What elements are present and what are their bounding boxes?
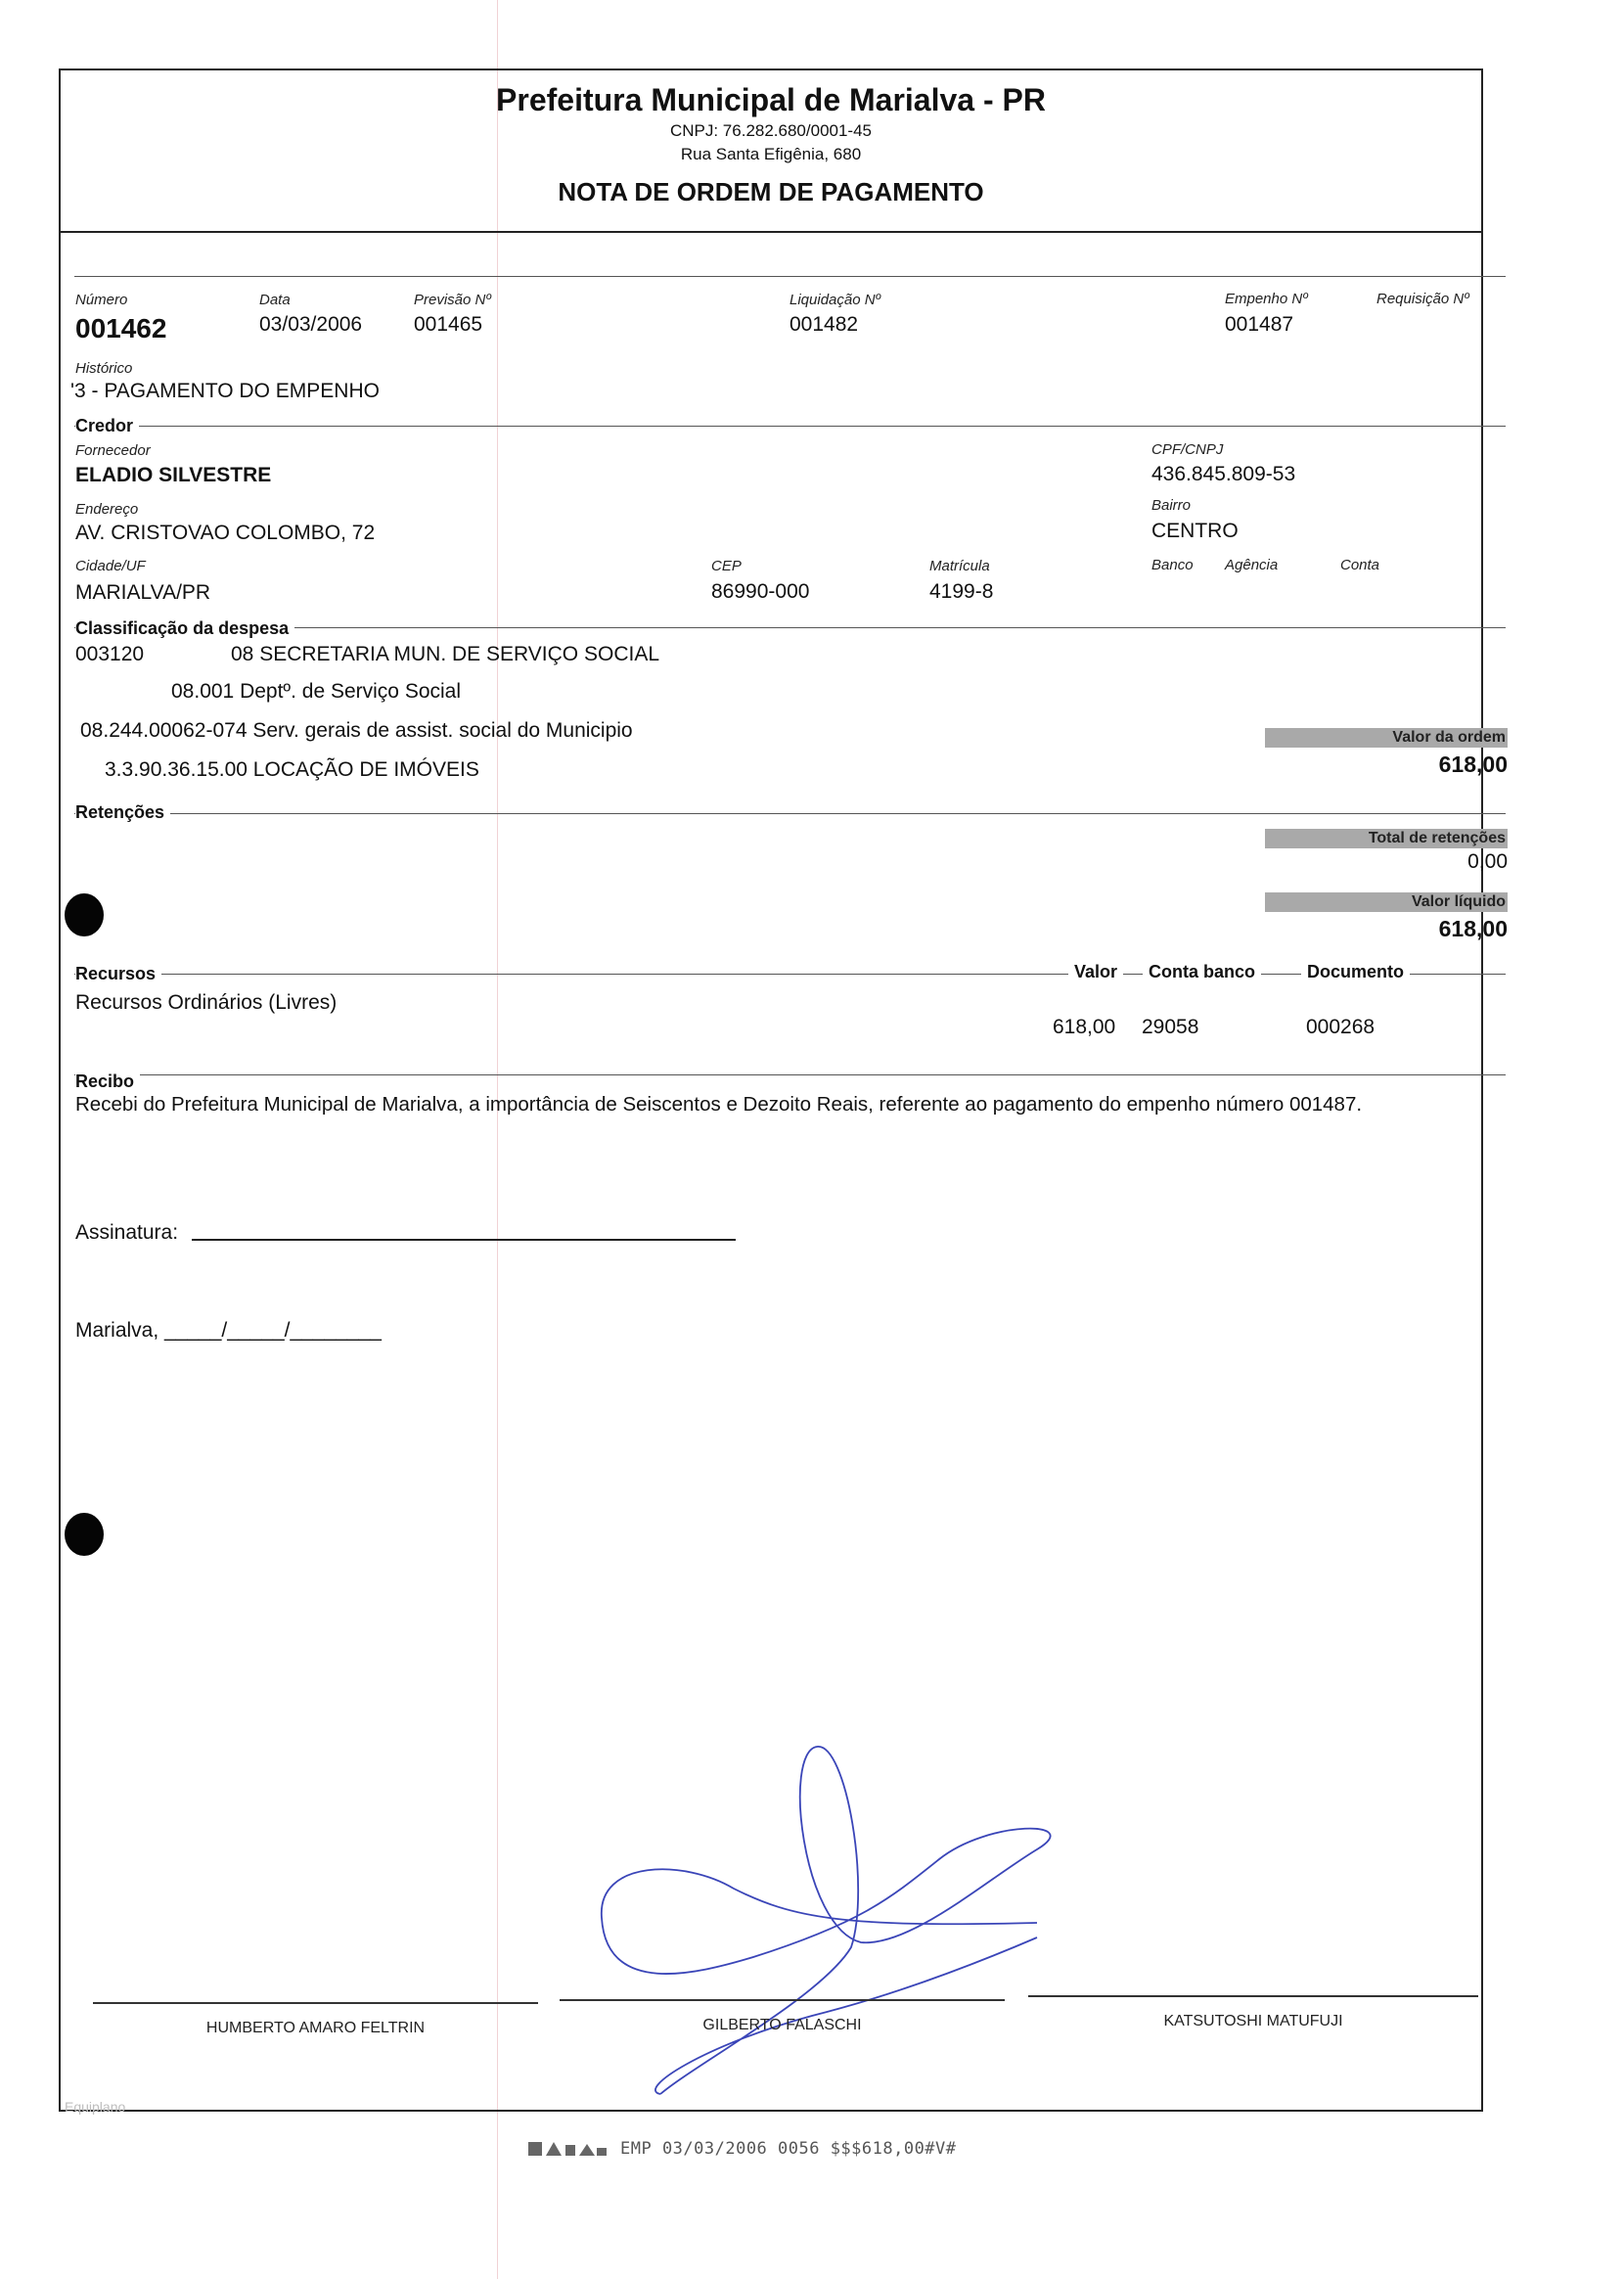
- numero-label: Número: [75, 292, 128, 308]
- fornecedor-label: Fornecedor: [75, 442, 151, 459]
- historico-label: Histórico: [75, 360, 133, 377]
- cidade-value: MARIALVA/PR: [75, 581, 211, 604]
- signature-name-2: GILBERTO FALASCHI: [702, 2017, 862, 2033]
- recursos-rule: [74, 974, 1506, 975]
- retencoes-rule: [74, 813, 1506, 814]
- recursos-valor: 618,00: [1053, 1016, 1116, 1038]
- agencia-label: Agência: [1225, 557, 1279, 573]
- cnpj-text: CNPJ: 76.282.680/0001-45: [669, 121, 873, 140]
- cpf-label: CPF/CNPJ: [1151, 441, 1224, 458]
- previsao-label: Previsão Nº: [414, 292, 491, 308]
- top-rule: [74, 276, 1506, 277]
- signature-name-1: HUMBERTO AMARO FELTRIN: [205, 2020, 426, 2036]
- fornecedor-value: ELADIO SILVESTRE: [75, 464, 272, 486]
- liquidacao-value: 001482: [789, 313, 859, 336]
- document-title: NOTA DE ORDEM DE PAGAMENTO: [558, 177, 984, 206]
- classificacao-line1: 08 SECRETARIA MUN. DE SERVIÇO SOCIAL: [231, 643, 660, 665]
- valor-ordem-label: Valor da ordem: [1265, 728, 1508, 748]
- bank-logo-icon: [528, 2140, 607, 2158]
- classificacao-code: 003120: [75, 643, 145, 665]
- recursos-documento: 000268: [1306, 1016, 1376, 1038]
- recursos-conta: 29058: [1142, 1016, 1199, 1038]
- cep-label: CEP: [711, 558, 742, 574]
- endereco-value: AV. CRISTOVAO COLOMBO, 72: [75, 522, 376, 544]
- assinatura-line: [192, 1239, 736, 1241]
- credor-section: Credor: [75, 416, 139, 436]
- signature-name-3: KATSUTOSHI MATUFUJI: [1163, 2013, 1343, 2029]
- liquidacao-label: Liquidação Nº: [789, 292, 881, 308]
- empenho-label: Empenho Nº: [1225, 291, 1308, 307]
- cidade-label: Cidade/UF: [75, 558, 146, 574]
- handwritten-signature: [577, 1732, 1066, 2104]
- signature-line-2: [560, 1999, 1005, 2001]
- recursos-conta-label: Conta banco: [1143, 962, 1261, 982]
- data-label: Data: [259, 292, 291, 308]
- recursos-documento-label: Documento: [1301, 962, 1410, 982]
- cep-value: 86990-000: [711, 580, 810, 603]
- classificacao-section: Classificação da despesa: [75, 618, 294, 639]
- valor-liquido-value: 618,00: [1438, 916, 1508, 941]
- bairro-label: Bairro: [1151, 497, 1192, 514]
- recibo-rule: [74, 1074, 1506, 1075]
- bank-stamp: [528, 2139, 957, 2159]
- classificacao-line4: 3.3.90.36.15.00 LOCAÇÃO DE IMÓVEIS: [105, 758, 479, 781]
- punch-hole-bottom: [65, 1513, 104, 1556]
- data-value: 03/03/2006: [259, 313, 363, 336]
- previsao-value: 001465: [414, 313, 483, 336]
- bairro-value: CENTRO: [1151, 520, 1239, 542]
- requisicao-label: Requisição Nº: [1376, 291, 1469, 307]
- banco-label: Banco: [1151, 557, 1194, 573]
- punch-hole-top: [65, 893, 104, 936]
- recursos-descricao: Recursos Ordinários (Livres): [75, 991, 338, 1014]
- header-divider: [59, 231, 1483, 233]
- cpf-value: 436.845.809-53: [1151, 463, 1296, 485]
- signature-line-1: [93, 2002, 538, 2004]
- local-data: Marialva, _____/_____/________: [75, 1319, 382, 1342]
- matricula-label: Matrícula: [929, 558, 990, 574]
- credor-rule: [74, 426, 1506, 427]
- assinatura-label: Assinatura:: [75, 1221, 179, 1244]
- signature-line-3: [1028, 1995, 1478, 1997]
- conta-label: Conta: [1340, 557, 1380, 573]
- valor-liquido-label: Valor líquido: [1265, 892, 1508, 912]
- empenho-value: 001487: [1225, 313, 1294, 336]
- matricula-value: 4199-8: [929, 580, 994, 603]
- total-retencoes-label: Total de retenções: [1265, 829, 1508, 848]
- recibo-section: Recibo: [75, 1071, 140, 1092]
- municipality-title: Prefeitura Municipal de Marialva - PR: [496, 82, 1046, 117]
- recibo-text: Recebi do Prefeitura Municipal de Marialva, a importância de Seiscentos e Dezoito Reais, referente ao pagamento do empenho número 001487.: [75, 1093, 1363, 1116]
- header: [59, 80, 1483, 211]
- endereco-label: Endereço: [75, 501, 139, 518]
- classificacao-line2: 08.001 Deptº. de Serviço Social: [171, 680, 462, 703]
- historico-value: '3 - PAGAMENTO DO EMPENHO: [70, 380, 380, 402]
- address-text: Rua Santa Efigênia, 680: [680, 145, 862, 163]
- numero-value: 001462: [75, 313, 167, 343]
- valor-ordem-value: 618,00: [1438, 752, 1508, 777]
- total-retencoes-value: 0,00: [1467, 850, 1508, 873]
- stamp-code: EMP 03/03/2006 0056 $$$618,00#V#: [620, 2139, 957, 2159]
- recursos-section: Recursos: [75, 964, 161, 984]
- retencoes-section: Retenções: [75, 802, 170, 823]
- classificacao-line3: 08.244.00062-074 Serv. gerais de assist. social do Municipio: [80, 719, 633, 742]
- recursos-valor-label: Valor: [1068, 962, 1123, 982]
- software-watermark: Equiplano: [65, 2099, 126, 2115]
